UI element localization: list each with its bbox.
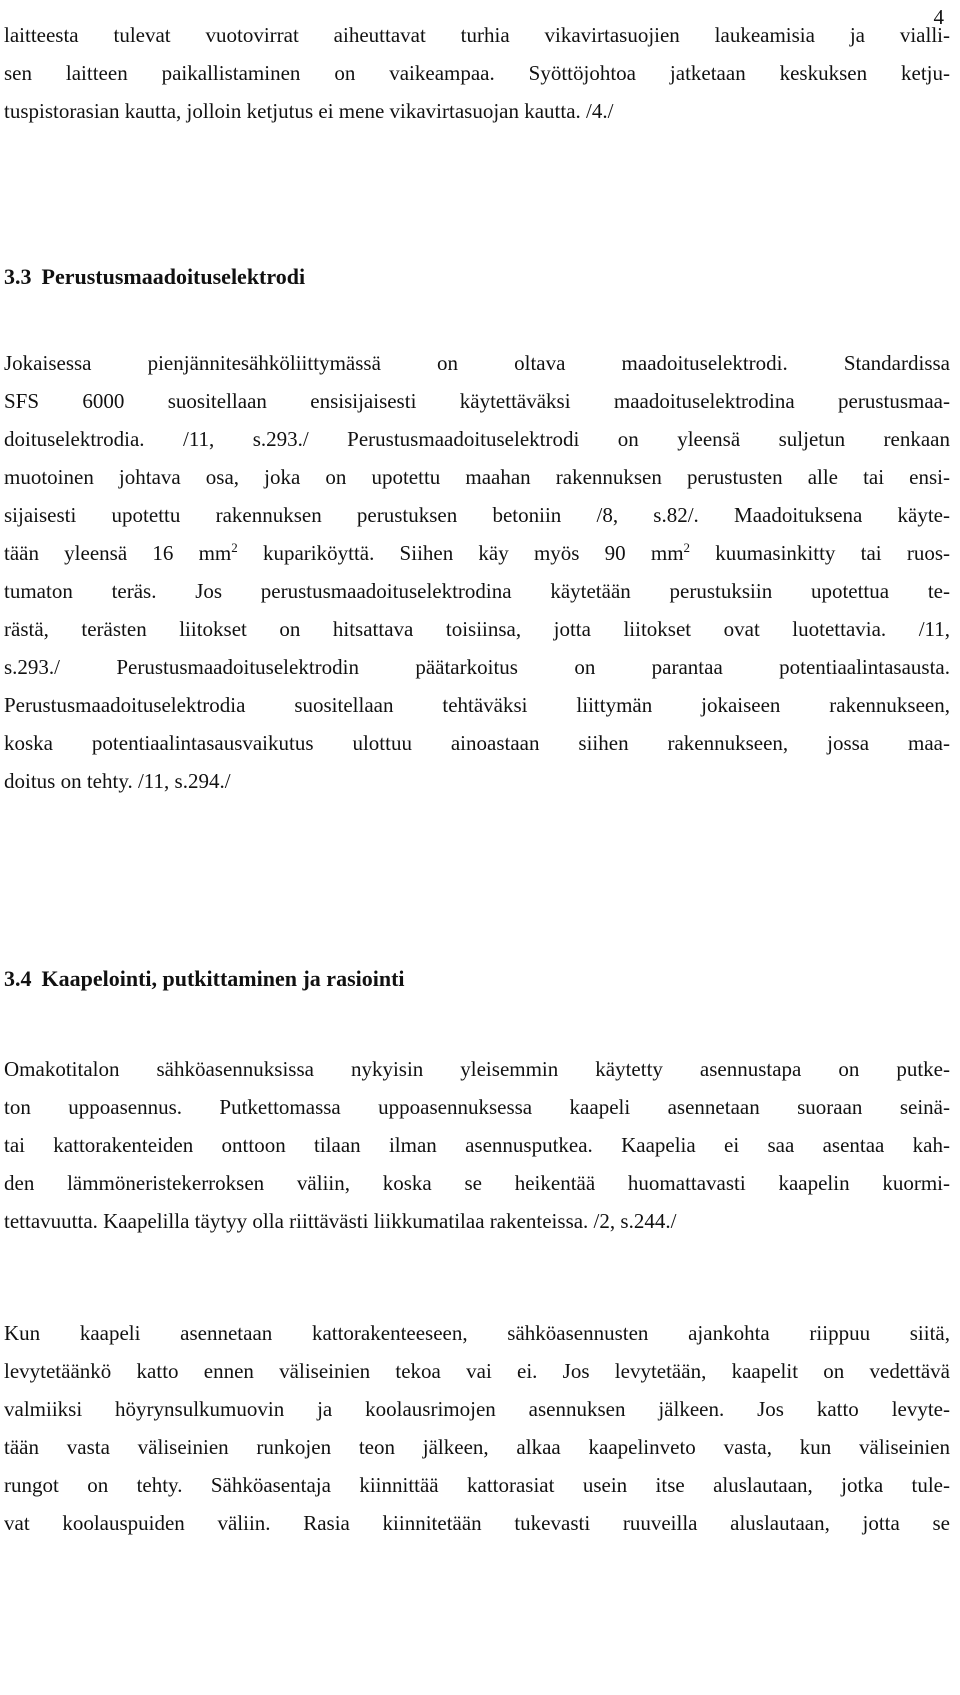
section-number: 3.4 (4, 966, 32, 991)
text-line: Omakotitalon sähköasennuksissa nykyisin yleisemmin käytetty asennustapa on putke- (4, 1057, 950, 1081)
text-line: rästä, terästen liitokset on hitsattava toisiinsa, jotta liitokset ovat luotettavia. /11, (4, 617, 950, 641)
paragraph-3-4-b (4, 1314, 950, 1542)
text-line: tai kattorakenteiden onttoon tilaan ilman asennusputkea. Kaapelia ei saa asentaa kah- (4, 1133, 950, 1157)
page-number: 4 (933, 5, 944, 29)
section-title: Perustusmaadoituselektrodi (41, 264, 306, 289)
text-line: laitteesta tulevat vuotovirrat aiheuttavat turhia vikavirtasuojien laukeamisia ja vialli- (4, 23, 950, 47)
text-fragment: kupariköyttä. Siihen käy myös 90 mm (237, 541, 684, 565)
text-line: doitus on tehty. /11, s.294./ (4, 769, 231, 793)
text-fragment: kuumasinkitty tai ruos- (690, 541, 950, 565)
text-line: valmiiksi höyrynsulkumuovin ja koolausrimojen asennuksen jälkeen. Jos katto levyte- (4, 1397, 950, 1421)
text-line: Jokaisessa pienjännitesähköliittymässä on oltava maadoituselektrodi. Standardissa (4, 351, 950, 375)
section-title: Kaapelointi, putkittaminen ja rasiointi (41, 966, 405, 991)
section-heading-3-3 (4, 262, 305, 292)
text-line: sijaisesti upotettu rakennuksen perustuksen betoniin /8, s.82/. Maadoituksena käyte- (4, 503, 950, 527)
text-line-with-superscripts (4, 534, 950, 572)
text-line: Kun kaapeli asennetaan kattorakenteeseen, sähköasennusten ajankohta riippuu siitä, (4, 1321, 950, 1345)
text-line: muotoinen johtava osa, joka on upotettu maahan rakennuksen perustusten alle tai ensi- (4, 465, 950, 489)
text-line: SFS 6000 suositellaan ensisijaisesti käytettäväksi maadoituselektrodina perustusmaa- (4, 389, 950, 413)
text-line: tään vasta väliseinien runkojen teon jälkeen, alkaa kaapelinveto vasta, kun väliseinien (4, 1435, 950, 1459)
paragraph-intro (4, 16, 950, 130)
section-heading-3-4 (4, 964, 405, 994)
superscript: 2 (231, 540, 238, 555)
superscript: 2 (683, 540, 691, 555)
text-line: doituselektrodia. /11, s.293./ Perustusmaadoituselektrodi on yleensä suljetun renkaan (4, 427, 950, 451)
text-line: vat koolauspuiden väliin. Rasia kiinnitetään tukevasti ruuveilla aluslautaan, jotta se (4, 1511, 950, 1535)
text-line: koska potentiaalintasausvaikutus ulottuu ainoastaan siihen rakennukseen, jossa maa- (4, 731, 950, 755)
paragraph-3-3 (4, 344, 950, 800)
text-line: sen laitteen paikallistaminen on vaikeampaa. Syöttöjohtoa jatketaan keskuksen ketju- (4, 61, 950, 85)
text-line: tuspistorasian kautta, jolloin ketjutus ei mene vikavirtasuojan kautta. /4./ (4, 99, 614, 123)
text-fragment: tään yleensä 16 mm (4, 541, 232, 565)
text-line: Perustusmaadoituselektrodia suositellaan tehtäväksi liittymän jokaiseen rakennukseen, (4, 693, 950, 717)
text-line: den lämmöneristekerroksen väliin, koska se heikentää huomattavasti kaapelin kuormi- (4, 1171, 950, 1195)
text-line: levytetäänkö katto ennen väliseinien tekoa vai ei. Jos levytetään, kaapelit on vedettävä (4, 1359, 950, 1383)
paragraph-3-4-a (4, 1050, 950, 1240)
text-line: tumaton teräs. Jos perustusmaadoituselektrodina käytetään perustuksiin upotettua te- (4, 579, 950, 603)
section-number: 3.3 (4, 264, 32, 289)
text-line: tettavuutta. Kaapelilla täytyy olla riittävästi liikkumatilaa rakenteissa. /2, s.244./ (4, 1209, 677, 1233)
text-line: ton uppoasennus. Putkettomassa uppoasennuksessa kaapeli asennetaan suoraan seinä- (4, 1095, 950, 1119)
text-line: rungot on tehty. Sähköasentaja kiinnittää kattorasiat usein itse aluslautaan, jotka tule- (4, 1473, 950, 1497)
text-line: s.293./ Perustusmaadoituselektrodin päätarkoitus on parantaa potentiaalintasausta. (4, 655, 950, 679)
